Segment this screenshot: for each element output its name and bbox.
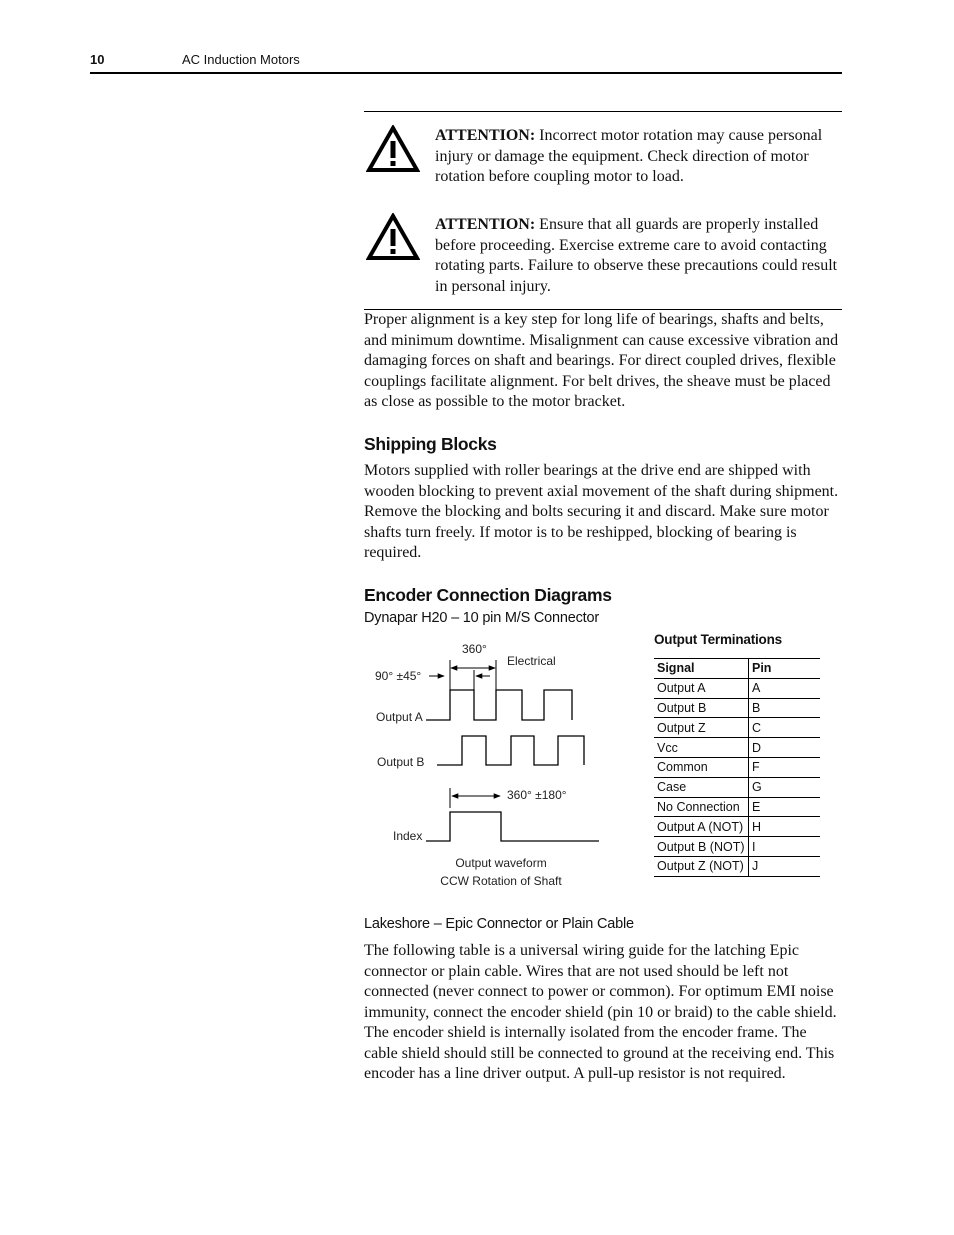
signal-cell: Vcc [654,738,749,758]
signal-cell: Output Z (NOT) [654,856,749,876]
table-row [654,777,820,797]
caption-line-2: CCW Rotation of Shaft [440,874,562,888]
signal-cell: Output A (NOT) [654,817,749,837]
signal-cell: Case [654,777,749,797]
output-a-waveform [426,690,572,720]
table-row [654,856,820,876]
pin-cell: D [749,738,821,758]
pin-cell: F [749,757,821,777]
table-row [654,738,820,758]
table-row [654,678,820,698]
signal-cell: Output Z [654,718,749,738]
pin-cell: E [749,797,821,817]
label-360: 360° [462,642,487,656]
signal-cell: Output B [654,698,749,718]
label-electrical: Electrical [507,654,556,668]
signal-cell: No Connection [654,797,749,817]
attention-block [364,111,842,310]
column-header-signal: Signal [654,659,749,679]
dynapar-subheading: Dynapar H20 – 10 pin M/S Connector [364,610,599,626]
pin-cell: C [749,718,821,738]
signal-cell: Output A [654,678,749,698]
pin-cell: J [749,856,821,876]
running-title: AC Induction Motors [182,52,300,67]
attention-label: ATTENTION: [435,216,536,233]
table-header-row [654,659,820,679]
table-row [654,817,820,837]
lakeshore-paragraph: The following table is a universal wiring guide for the latching Epic connector or plain cable. Wires that are not used should be left not connected (never connect to power or common). For optimum EMI noise immunity, connect the encoder shield (pin 10 or braid) to the cable shield. The encoder shield is internally isolated from the encoder frame. The cable shield should still be connected to ground at the receiving end. This encoder has a line driver output. A pull-up resistor is not required. [364,942,837,1082]
shipping-blocks-heading: Shipping Blocks [364,434,497,454]
encoder-heading: Encoder Connection Diagrams [364,585,612,605]
index-waveform [426,812,599,841]
table-row [654,718,820,738]
page-header [90,52,842,74]
attention-note-2 [435,215,841,297]
label-output-b: Output B [377,755,425,769]
column-header-pin: Pin [749,659,821,679]
warning-triangle-icon [366,213,420,261]
output-b-waveform [437,736,584,765]
pin-cell: G [749,777,821,797]
attention-text: Ensure that all guards are properly installed before proceeding. Exercise extreme care to avoid contacting rotating parts. Failure to observe these precautions could result in personal injury. [435,216,838,295]
signal-cell: Output B (NOT) [654,837,749,857]
label-index: Index [393,829,423,843]
page-number: 10 [90,52,105,67]
table-row [654,757,820,777]
label-360-180: 360° ±180° [507,788,567,802]
table-row [654,698,820,718]
pin-cell: I [749,837,821,857]
pin-cell: B [749,698,821,718]
label-output-a: Output A [376,710,423,724]
signal-cell: Common [654,757,749,777]
label-90-45: 90° ±45° [375,669,422,683]
pin-cell: H [749,817,821,837]
pin-cell: A [749,678,821,698]
shipping-blocks-paragraph: Motors supplied with roller bearings at the drive end are shipped with wooden blocking to prevent axial movement of the shaft during shipment. Remove the blocking and bolts securing it and discard. Make sure motor shafts turn freely. If motor is to be reshipped, blocking of bearing is required. [364,462,839,561]
caption-line-1: Output waveform [455,856,547,870]
waveform-diagram [364,638,614,893]
alignment-paragraph: Proper alignment is a key step for long life of bearings, shafts and belts, and minimum downtime. Misalignment can cause excessive vibration and damaging forces on shaft and bearings. For direct coupled drives, flexible couplings facilitate alignment. For belt drives, the sheave must be placed as close as possible to the motor bracket. [364,311,839,410]
attention-note-1 [435,126,841,188]
table-row [654,837,820,857]
warning-triangle-icon [366,125,420,173]
attention-label: ATTENTION: [435,127,536,144]
lakeshore-subheading: Lakeshore – Epic Connector or Plain Cable [364,916,634,932]
table-row [654,797,820,817]
output-terminations-table [654,658,820,877]
output-terminations-title: Output Terminations [654,632,782,647]
attention-text: Incorrect motor rotation may cause personal injury or damage the equipment. Check direction of motor rotation before coupling motor to load. [435,127,823,185]
